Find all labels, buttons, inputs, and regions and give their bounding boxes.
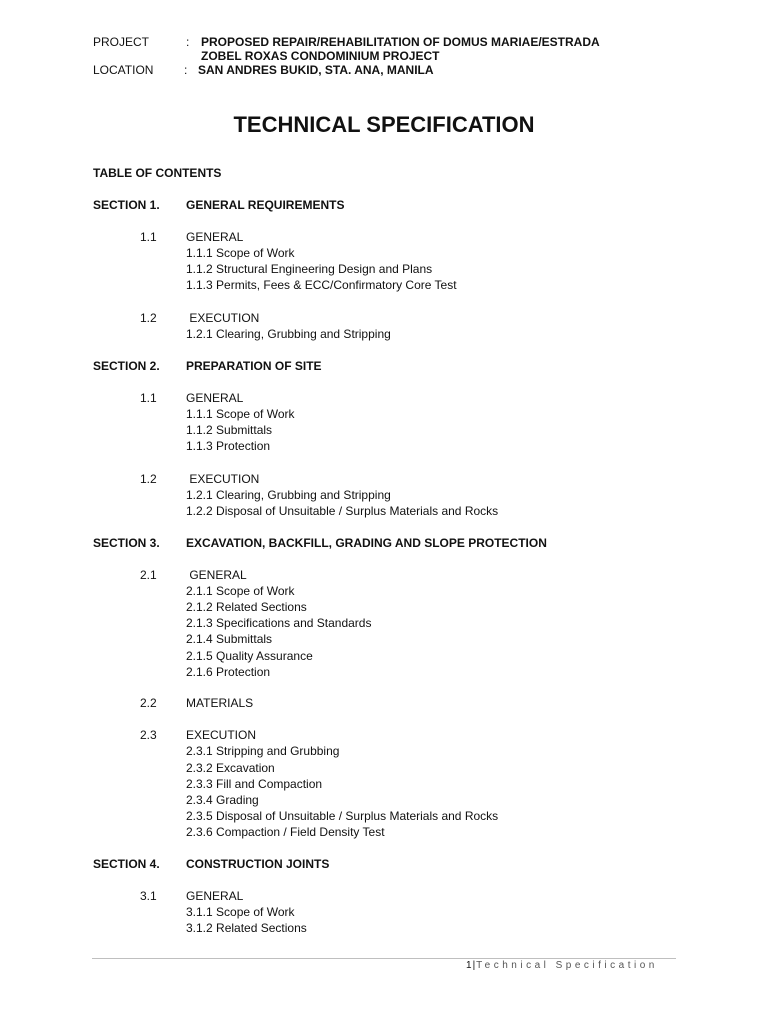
section-label: SECTION 2. [93, 359, 160, 373]
location-colon: : [184, 63, 188, 77]
toc-item: 1.1.2 Structural Engineering Design and Plans [186, 262, 433, 276]
toc-item: 2.1.4 Submittals [186, 632, 273, 646]
toc-item: 3.1.1 Scope of Work [186, 905, 295, 919]
footer-separator: | [472, 960, 476, 971]
toc-item: 2.3.3 Fill and Compaction [186, 777, 323, 791]
subsection-number: 2.2 [140, 696, 157, 710]
toc-item: 1.2.1 Clearing, Grubbing and Stripping [186, 488, 391, 502]
footer-divider [92, 958, 676, 959]
location-label: LOCATION [93, 63, 154, 77]
toc-item: 2.1.6 Protection [186, 665, 271, 679]
page-number: 1 [466, 960, 472, 971]
footer-label: Technical Specification [476, 960, 658, 971]
toc-item: 2.3.5 Disposal of Unsuitable / Surplus Materials and Rocks [186, 809, 499, 823]
toc-item: 1.1.3 Permits, Fees & ECC/Confirmatory Core Test [186, 278, 457, 292]
toc-item: 2.3.1 Stripping and Grubbing [186, 744, 340, 758]
section-title: EXCAVATION, BACKFILL, GRADING AND SLOPE PROTECTION [186, 536, 547, 550]
section-label: SECTION 4. [93, 857, 160, 871]
project-label: PROJECT [93, 35, 150, 49]
toc-item: 1.2.2 Disposal of Unsuitable / Surplus Materials and Rocks [186, 504, 499, 518]
toc-item: 1.1.1 Scope of Work [186, 407, 295, 421]
subsection-number: 1.2 [140, 311, 157, 325]
toc-item: 2.1.3 Specifications and Standards [186, 616, 372, 630]
subsection-name: EXECUTION [186, 728, 257, 742]
toc-item: 1.1.2 Submittals [186, 423, 273, 437]
project-value-line1: PROPOSED REPAIR/REHABILITATION OF DOMUS MARIAE/ESTRADA [201, 35, 600, 49]
section-label: SECTION 1. [93, 198, 160, 212]
toc-item: 2.1.1 Scope of Work [186, 584, 295, 598]
toc-heading: TABLE OF CONTENTS [93, 166, 222, 180]
project-colon: : [186, 35, 190, 49]
toc-item: 1.1.3 Protection [186, 439, 271, 453]
subsection-name: MATERIALS [186, 696, 254, 710]
toc-item: 2.1.5 Quality Assurance [186, 649, 313, 663]
toc-item: 1.1.1 Scope of Work [186, 246, 295, 260]
subsection-name: GENERAL [186, 568, 247, 582]
subsection-name: GENERAL [186, 889, 244, 903]
subsection-number: 1.2 [140, 472, 157, 486]
toc-item: 3.1.2 Related Sections [186, 921, 307, 935]
project-value-line2: ZOBEL ROXAS CONDOMINIUM PROJECT [201, 49, 440, 63]
subsection-number: 1.1 [140, 230, 157, 244]
toc-item: 2.1.2 Related Sections [186, 600, 307, 614]
location-value: SAN ANDRES BUKID, STA. ANA, MANILA [198, 63, 434, 77]
toc-item: 2.3.4 Grading [186, 793, 259, 807]
page-footer [466, 960, 658, 972]
subsection-name: GENERAL [186, 391, 244, 405]
document-title: TECHNICAL SPECIFICATION [233, 112, 535, 137]
subsection-number: 1.1 [140, 391, 157, 405]
subsection-number: 2.3 [140, 728, 157, 742]
subsection-name: EXECUTION [186, 311, 260, 325]
toc-item: 2.3.2 Excavation [186, 761, 275, 775]
section-label: SECTION 3. [93, 536, 160, 550]
subsection-name: GENERAL [186, 230, 244, 244]
subsection-number: 2.1 [140, 568, 157, 582]
subsection-name: EXECUTION [186, 472, 260, 486]
subsection-number: 3.1 [140, 889, 157, 903]
toc-item: 1.2.1 Clearing, Grubbing and Stripping [186, 327, 391, 341]
toc-item: 2.3.6 Compaction / Field Density Test [186, 825, 385, 839]
section-title: CONSTRUCTION JOINTS [186, 857, 330, 871]
section-title: GENERAL REQUIREMENTS [186, 198, 345, 212]
section-title: PREPARATION OF SITE [186, 359, 322, 373]
